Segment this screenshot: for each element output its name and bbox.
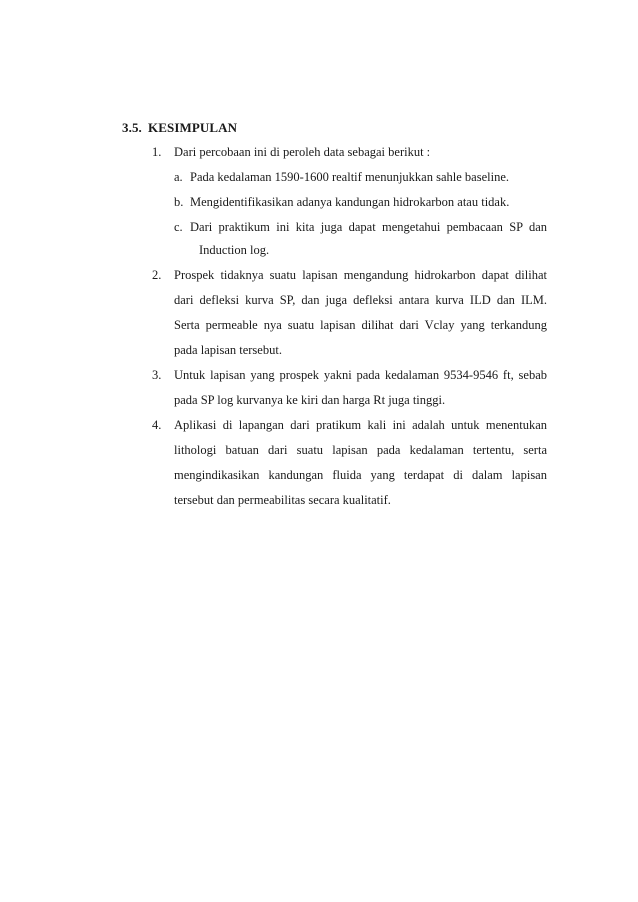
- section-heading: [122, 120, 237, 136]
- sublist-marker: a.: [174, 170, 183, 184]
- list-item-line: Aplikasi di lapangan dari pratikum kali ini adalah untuk menentukan: [174, 418, 547, 432]
- list-item-line: Untuk lapisan yang prospek yakni pada kedalaman 9534-9546 ft, sebab: [174, 368, 547, 382]
- list-marker: 1.: [152, 145, 162, 159]
- list-item-line: pada SP log kurvanya ke kiri dan harga Rt juga tinggi.: [174, 393, 446, 407]
- list-item-line: mengindikasikan kandungan fluida yang terdapat di dalam lapisan: [174, 468, 547, 482]
- sublist-marker: b.: [174, 195, 184, 209]
- sublist-item-line: Induction log.: [199, 243, 270, 257]
- list-item-line: Prospek tidaknya suatu lapisan mengandung hidrokarbon dapat dilihat: [174, 268, 547, 282]
- sublist-item-line: Mengidentifikasikan adanya kandungan hidrokarbon atau tidak.: [190, 195, 510, 209]
- list-item-line: dari defleksi kurva SP, dan juga defleksi antara kurva ILD dan ILM.: [174, 293, 547, 307]
- section-number: 3.5.: [122, 120, 142, 135]
- list-item-line: Dari percobaan ini di peroleh data sebagai berikut :: [174, 145, 431, 159]
- list-item-line: tersebut dan permeabilitas secara kualitatif.: [174, 493, 391, 507]
- list-item-line: pada lapisan tersebut.: [174, 343, 282, 357]
- list-item-line: lithologi batuan dari suatu lapisan pada kedalaman tertentu, serta: [174, 443, 547, 457]
- sublist-item-line: Pada kedalaman 1590-1600 realtif menunjukkan sahle baseline.: [190, 170, 509, 184]
- section-title: KESIMPULAN: [148, 120, 238, 135]
- sublist-marker: c.: [174, 220, 183, 234]
- list-item-line: Serta permeable nya suatu lapisan dilihat dari Vclay yang terkandung: [174, 318, 547, 332]
- list-marker: 3.: [152, 368, 162, 382]
- list-marker: 4.: [152, 418, 162, 432]
- list-marker: 2.: [152, 268, 162, 282]
- sublist-item-line: Dari praktikum ini kita juga dapat mengetahui pembacaan SP dan: [190, 220, 547, 234]
